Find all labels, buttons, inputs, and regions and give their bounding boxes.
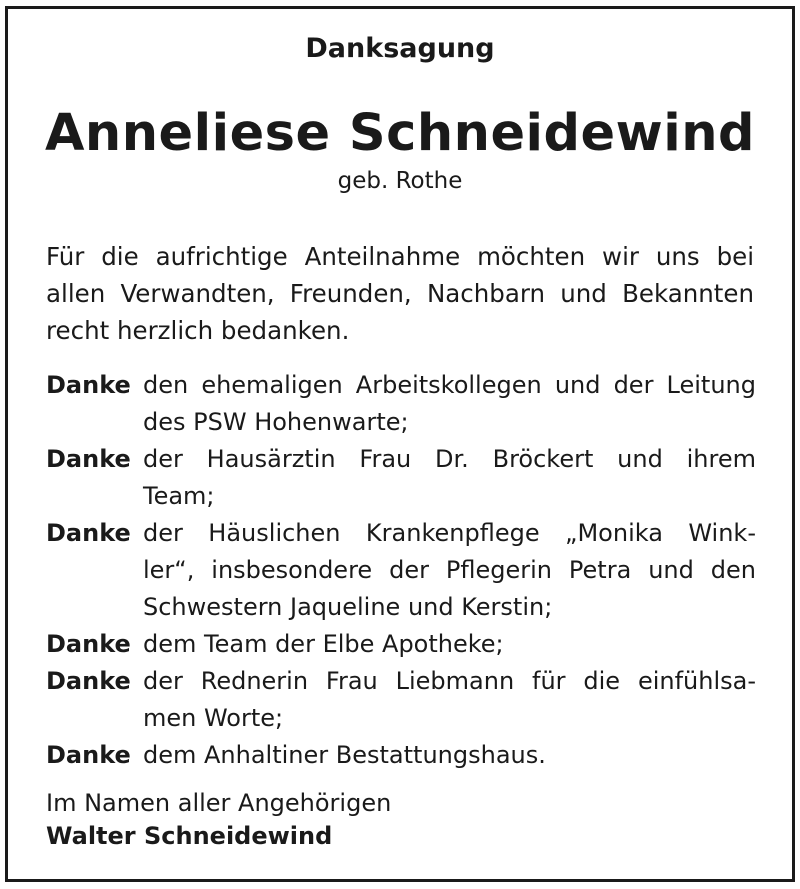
thanks-keyword: Danke [46,371,131,399]
thanks-line: dem Anhaltiner Bestattungshaus. [143,741,546,769]
intro-line: recht herzlich bedanken. [46,316,350,345]
signature: Walter Schneidewind [46,822,333,850]
thanks-line: dem Team der Elbe Apotheke; [143,630,504,658]
thanks-keyword: Danke [46,519,131,547]
intro-line: allen Verwandten, Freunden, Nachbarn und Bekannten [46,279,754,308]
thanks-line: ler“, insbesondere der Pflegerin Petra und den [143,556,756,584]
thanks-keyword: Danke [46,741,131,769]
thanks-line: Team; [143,482,215,510]
thanks-entry [46,367,756,441]
thanks-line: men Worte; [143,704,284,732]
thanks-entry [46,663,756,737]
thanks-keyword: Danke [46,667,131,695]
thanks-line: der Rednerin Frau Liebmann für die einfühlsa- [143,667,756,695]
closing-line: Im Namen aller Angehörigen [46,789,392,817]
thanks-line: der Hausärztin Frau Dr. Bröckert und ihrem [143,445,756,473]
notice-heading: Danksagung [305,33,495,64]
thanks-line: den ehemaligen Arbeitskollegen und der Leitung [143,371,756,399]
thanks-entry [46,441,756,515]
thanks-line: der Häuslichen Krankenpflege „Monika Wink- [143,519,756,547]
thanks-line: des PSW Hohenwarte; [143,408,409,436]
thanks-line: Schwestern Jaqueline und Kerstin; [143,593,553,621]
thanks-keyword: Danke [46,445,131,473]
intro-line: Für die aufrichtige Anteilnahme möchten wir uns bei [46,242,754,271]
deceased-name: Anneliese Schneidewind [44,104,756,163]
thanks-entry [46,737,756,774]
thanks-keyword: Danke [46,630,131,658]
thanks-list [46,367,756,774]
thanks-entry [46,626,756,663]
thanks-entry [46,515,756,626]
maiden-name: geb. Rothe [337,168,463,194]
intro-paragraph [46,238,754,349]
closing-block [46,787,391,853]
